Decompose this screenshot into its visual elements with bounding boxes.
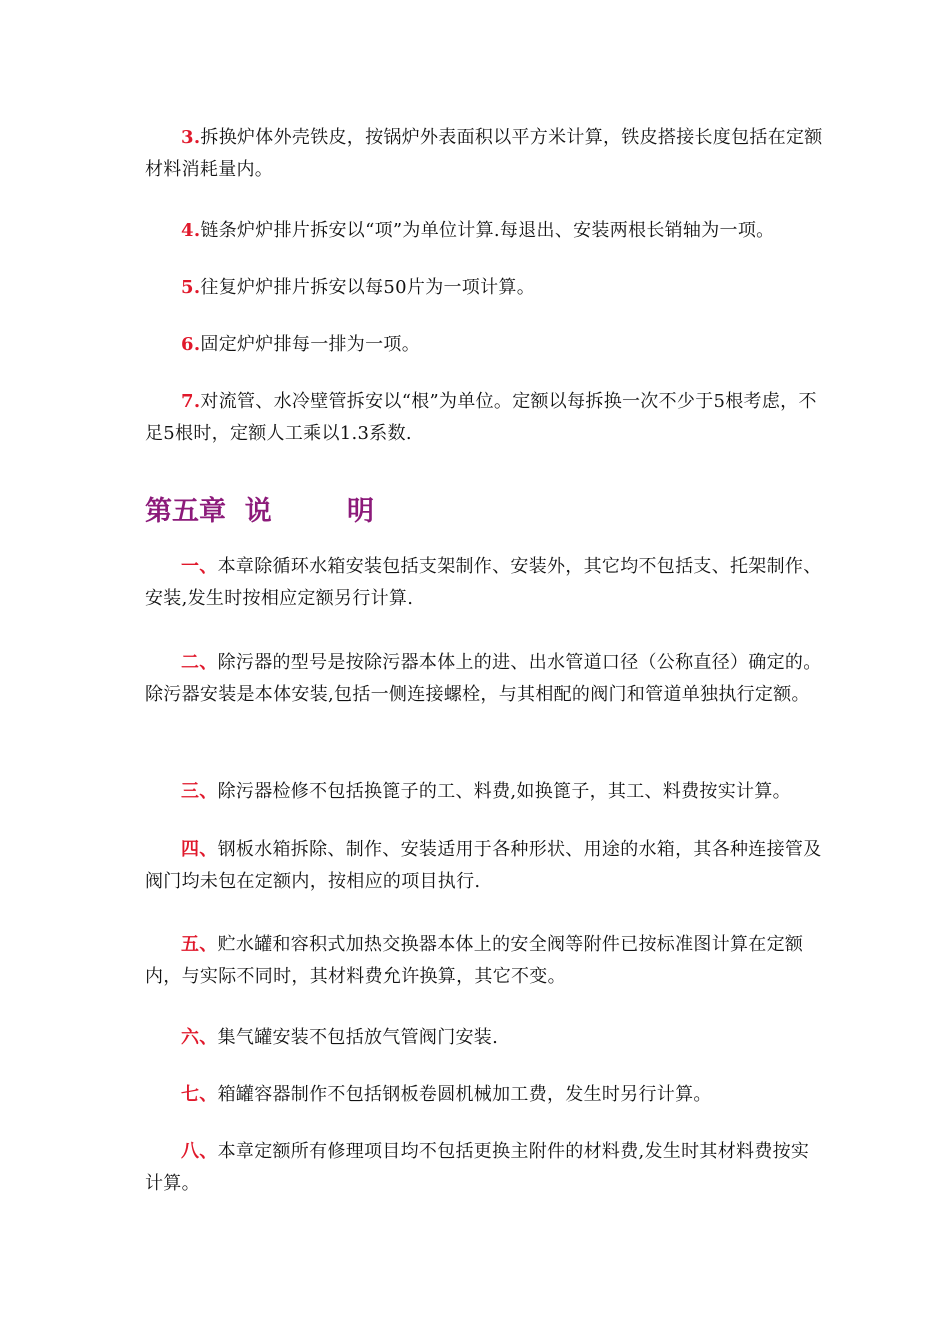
chapter-heading: 第五章 说 明 — [145, 496, 374, 527]
item-text: 除污器检修不包括换篦子的工、料费,如换篦子，其工、料费按实计算。 — [217, 781, 791, 802]
chapter-item-4 — [145, 834, 825, 898]
rule-text: 对流管、水冷壁管拆安以“根”为单位。定额以每拆换一次不少于5根考虑，不足5根时，定额人工乘以1.3系数. — [145, 391, 817, 444]
item-text: 箱罐容器制作不包括钢板卷圆机械加工费，发生时另行计算。 — [217, 1084, 712, 1105]
rule-item-3 — [145, 122, 825, 186]
item-text: 除污器的型号是按除污器本体上的进、出水管道口径（公称直径）确定的。除污器安装是本体安装,包括一侧连接螺栓，与其相配的阀门和管道单独执行定额。 — [145, 652, 822, 705]
rule-item-5 — [145, 272, 825, 304]
chapter-item-7 — [145, 1079, 825, 1111]
chapter-item-2 — [145, 647, 825, 711]
item-number: 二、 — [181, 652, 218, 673]
item-number: 三、 — [181, 781, 218, 802]
rule-text: 链条炉炉排片拆安以“项”为单位计算.每退出、安装两根长销轴为一项。 — [200, 220, 775, 241]
item-number: 四、 — [181, 839, 218, 860]
chapter-item-5 — [145, 929, 825, 993]
item-text: 本章除循环水箱安装包括支架制作、安装外，其它均不包括支、托架制作、安装,发生时按相应定额另行计算. — [145, 556, 822, 609]
chapter-item-6 — [145, 1022, 825, 1054]
item-text: 钢板水箱拆除、制作、安装适用于各种形状、用途的水箱，其各种连接管及阀门均未包在定额内，按相应的项目执行. — [145, 839, 822, 892]
chapter-item-1 — [145, 551, 825, 615]
item-number: 七、 — [181, 1084, 218, 1105]
rule-text: 往复炉炉排片拆安以每50片为一项计算。 — [200, 277, 536, 298]
item-text: 集气罐安装不包括放气管阀门安装. — [217, 1027, 499, 1048]
rule-item-6 — [145, 329, 825, 361]
rule-number: 6. — [181, 334, 201, 355]
rule-text: 拆换炉体外壳铁皮，按锅炉外表面积以平方米计算，铁皮搭接长度包括在定额材料消耗量内。 — [145, 127, 823, 180]
item-text: 本章定额所有修理项目均不包括更换主附件的材料费,发生时其材料费按实计算。 — [145, 1141, 810, 1194]
item-text: 贮水罐和容积式加热交换器本体上的安全阀等附件已按标准图计算在定额内，与实际不同时，其材料费允许换算，其它不变。 — [145, 934, 804, 987]
item-number: 五、 — [181, 934, 218, 955]
rule-number: 7. — [181, 391, 201, 412]
rule-text: 固定炉炉排每一排为一项。 — [200, 334, 421, 355]
chapter-item-3 — [145, 776, 825, 808]
item-number: 六、 — [181, 1027, 218, 1048]
rule-item-4 — [145, 215, 825, 247]
rule-item-7 — [145, 386, 825, 450]
rule-number: 3. — [181, 127, 201, 148]
item-number: 一、 — [181, 556, 218, 577]
rule-number: 4. — [181, 220, 201, 241]
chapter-item-8 — [145, 1136, 825, 1200]
rule-number: 5. — [181, 277, 201, 298]
item-number: 八、 — [181, 1141, 218, 1162]
